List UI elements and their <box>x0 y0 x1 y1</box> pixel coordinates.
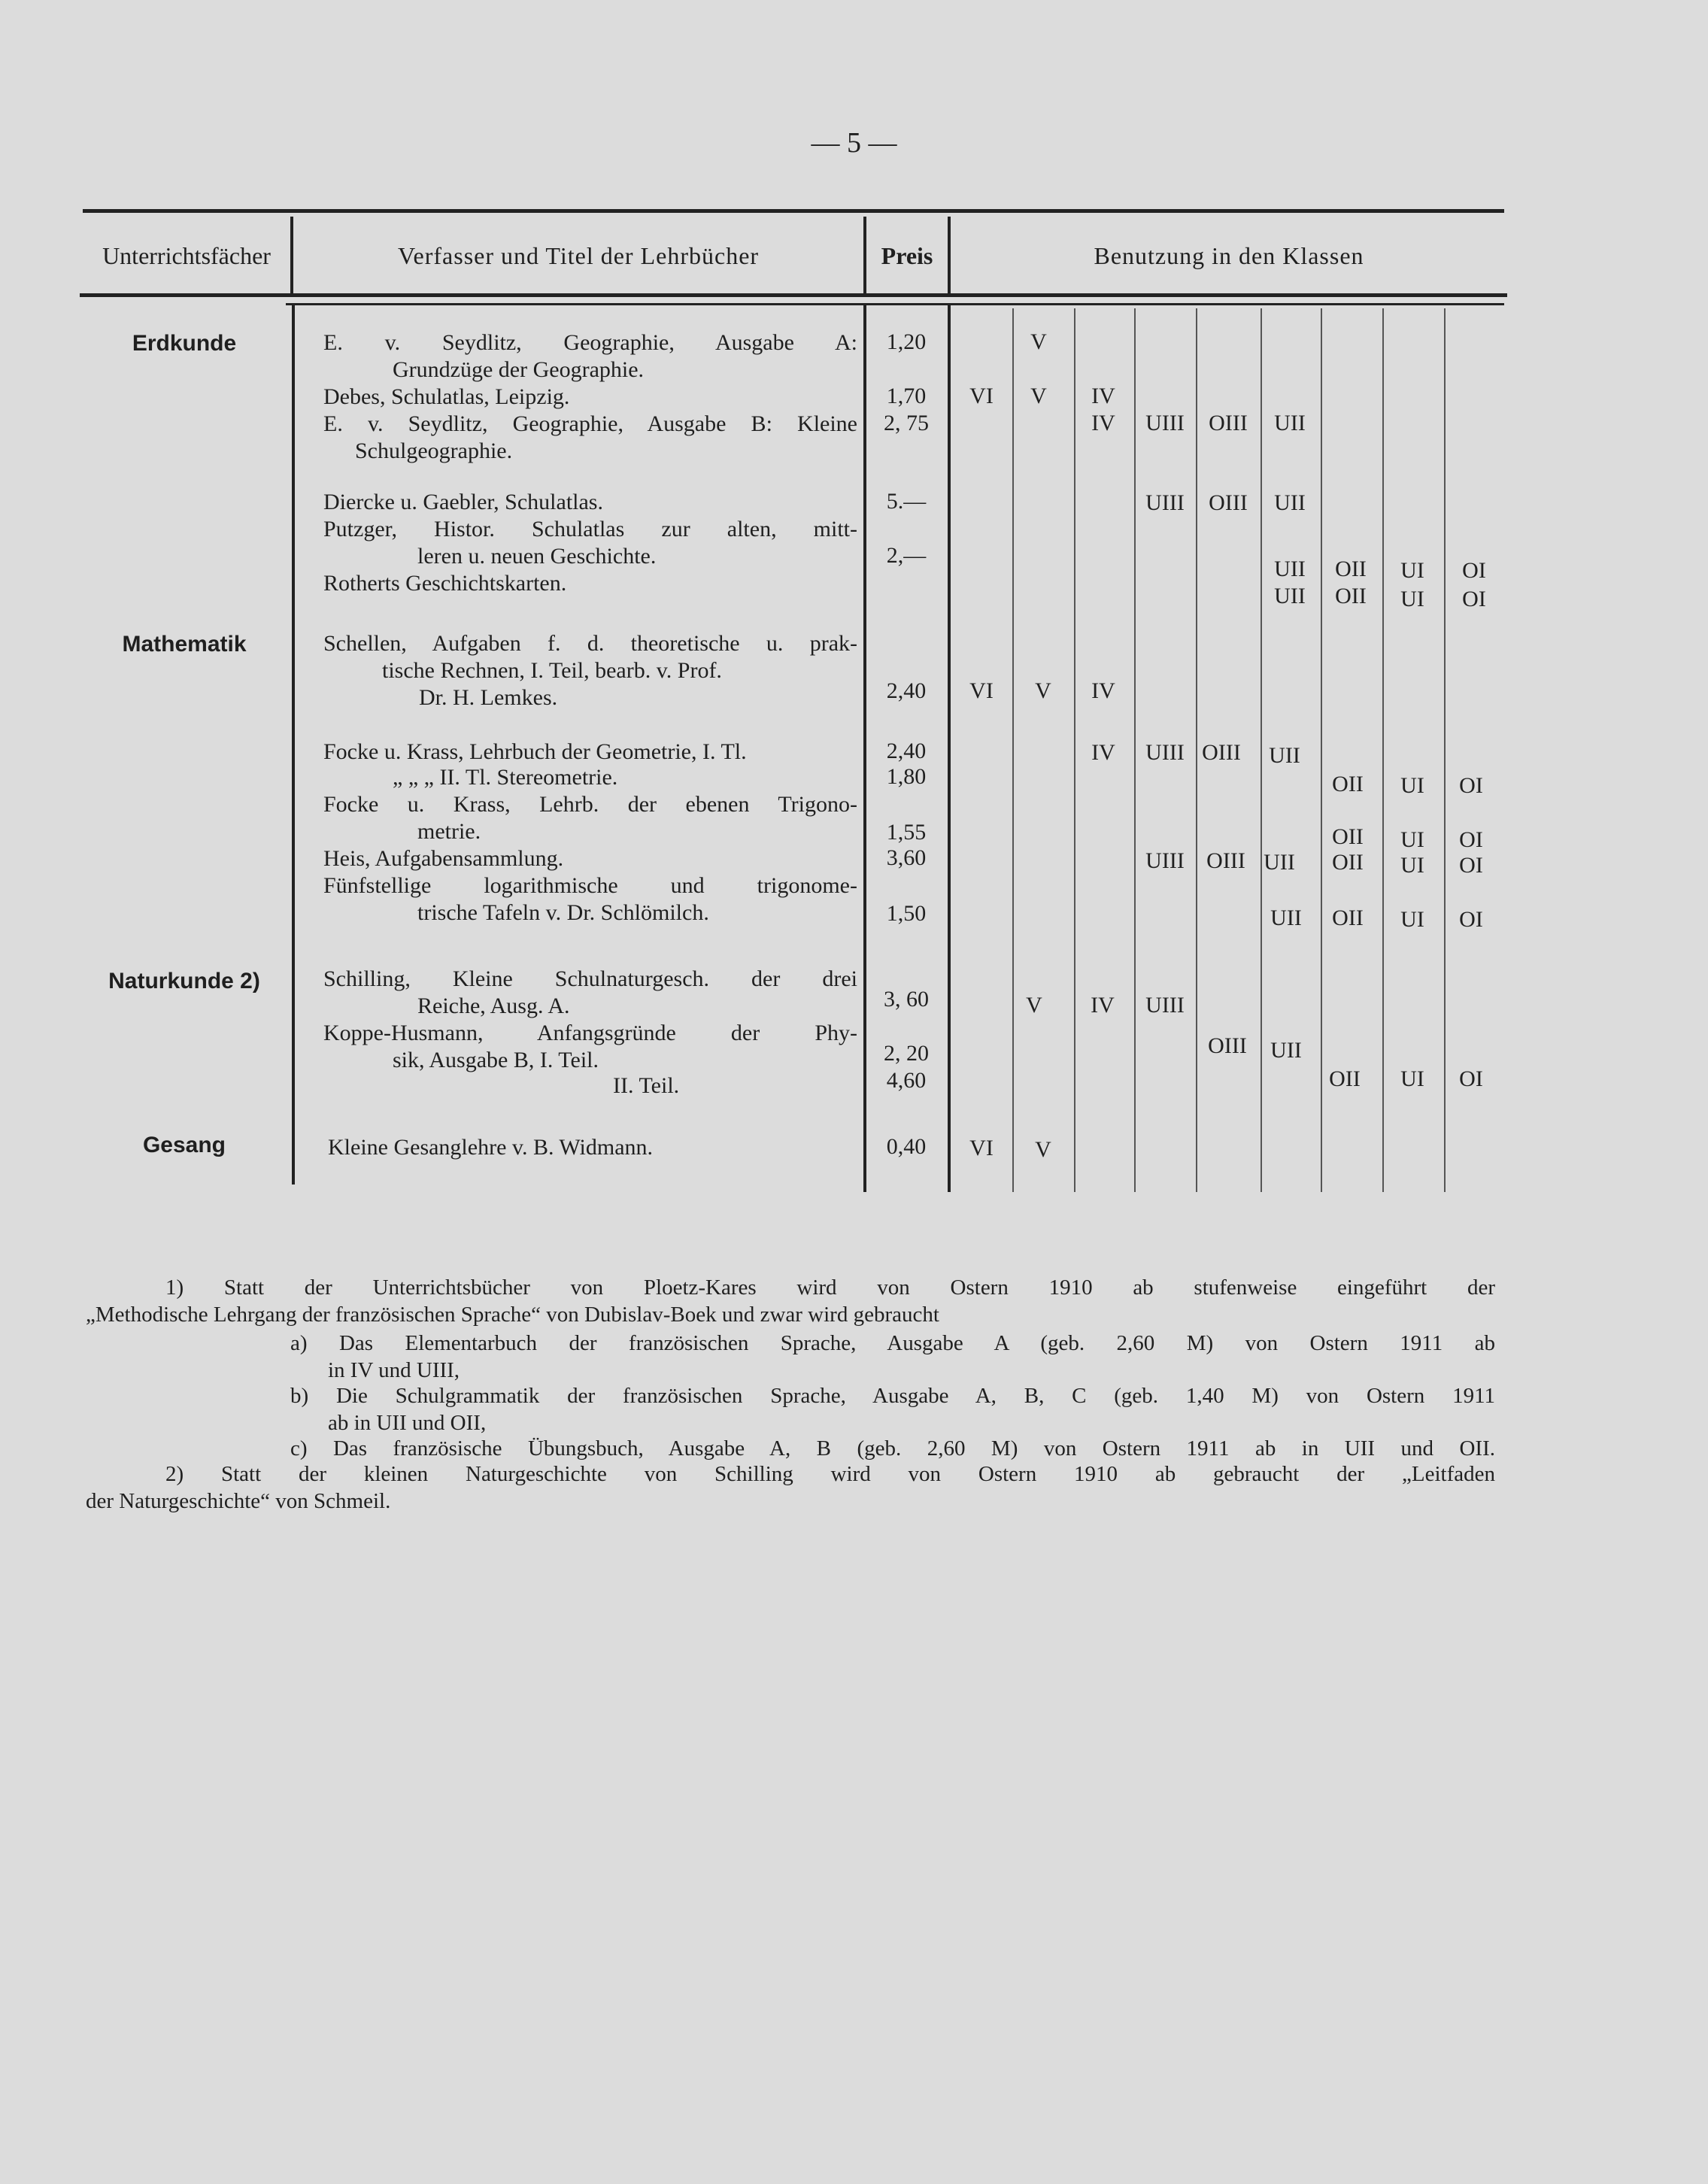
class-cell: OIII <box>1209 490 1248 515</box>
class-cell: UI <box>1400 587 1424 611</box>
textbook-line: Debes, Schulatlas, Leipzig. <box>323 384 570 409</box>
class-cell: UIII <box>1145 848 1185 873</box>
footnote-1-cont: „Methodische Lehrgang der französischen Sprache“ von Dubislav-Boek und zwar wird gebraucht <box>86 1303 939 1327</box>
class-cell: OI <box>1459 773 1483 798</box>
textbook-line: leren u. neuen Geschichte. <box>417 544 657 569</box>
class-cell: OII <box>1332 772 1364 796</box>
textbook-line: Dr. H. Lemkes. <box>419 685 558 710</box>
class-cell: OII <box>1335 584 1367 608</box>
class-cell: VI <box>969 678 994 703</box>
class-cell: UII <box>1269 743 1300 768</box>
class-cell: OIII <box>1208 1033 1247 1058</box>
textbook-line: Putzger, Histor. Schulatlas zur alten, mitt- <box>323 517 857 541</box>
header-divider <box>290 217 293 295</box>
class-cell: UI <box>1400 773 1424 798</box>
textbook-line: metrie. <box>417 819 481 844</box>
textbook-line: Fünfstellige logarithmische und trigonome- <box>323 873 857 898</box>
header-bottom-rule <box>80 293 1507 297</box>
subject-gesang: Gesang <box>142 1133 226 1157</box>
textbook-line: Schulgeographie. <box>355 438 513 463</box>
textbook-line: Focke u. Krass, Lehrb. der ebenen Trigono- <box>323 792 857 817</box>
class-cell: V <box>1030 329 1047 354</box>
class-cell: OI <box>1462 587 1486 611</box>
class-cell: V <box>1026 993 1042 1018</box>
class-cell: V <box>1030 384 1047 408</box>
class-cell: IV <box>1091 740 1115 765</box>
column-divider <box>948 305 951 1192</box>
price-cell: 3,60 <box>886 845 927 870</box>
textbook-line: Schellen, Aufgaben f. d. theoretische u. prak- <box>323 631 857 656</box>
price-cell: 5.— <box>886 489 927 514</box>
class-cell: OI <box>1459 827 1483 852</box>
price-cell: 2, 75 <box>884 411 929 435</box>
subject-mathematik: Mathematik <box>122 632 247 657</box>
price-cell: 1,50 <box>886 901 927 926</box>
class-cell: UIII <box>1145 490 1185 515</box>
class-cell: OI <box>1462 558 1486 583</box>
class-cell: UII <box>1270 1038 1302 1063</box>
textbook-line: Schilling, Kleine Schulnaturgesch. der drei <box>323 966 857 991</box>
class-cell: OII <box>1332 905 1364 930</box>
class-cell: UII <box>1264 850 1295 875</box>
table-top-rule <box>83 209 1504 213</box>
class-cell: UII <box>1274 557 1306 581</box>
class-column-divider <box>1444 308 1446 1192</box>
footnote-1: 1) Statt der Unterrichtsbücher von Ploetz-Kares wird von Ostern 1910 ab stufenweise eingeführt der <box>165 1276 1495 1300</box>
price-cell: 0,40 <box>886 1134 927 1159</box>
class-cell: OII <box>1332 824 1364 849</box>
textbook-line: E. v. Seydlitz, Geographie, Ausgabe B: Kleine <box>323 411 857 436</box>
subject-erdkunde: Erdkunde <box>132 331 237 356</box>
header-titles: Verfasser und Titel der Lehrbücher <box>397 242 760 269</box>
class-cell: OI <box>1459 853 1483 878</box>
class-cell: OII <box>1332 850 1364 875</box>
textbook-line: Diercke u. Gaebler, Schulatlas. <box>323 490 603 514</box>
class-cell: V <box>1035 678 1051 703</box>
class-cell: UIII <box>1145 993 1185 1018</box>
class-cell: IV <box>1091 384 1115 408</box>
class-cell: UII <box>1274 584 1306 608</box>
page-number: — 5 — <box>811 127 897 159</box>
class-cell: UI <box>1400 827 1424 852</box>
class-cell: UI <box>1400 853 1424 878</box>
class-cell: UI <box>1400 558 1424 583</box>
price-cell: 4,60 <box>886 1068 927 1093</box>
class-cell: UII <box>1270 905 1302 930</box>
price-cell: 1,20 <box>886 329 927 354</box>
subject-naturkunde: Naturkunde 2) <box>108 969 260 993</box>
price-cell: 3, 60 <box>884 987 929 1012</box>
price-cell: 1,55 <box>886 820 927 845</box>
class-cell: IV <box>1091 411 1115 435</box>
textbook-line: Kleine Gesanglehre v. B. Widmann. <box>328 1135 654 1160</box>
header-classes: Benutzung in den Klassen <box>1094 242 1364 269</box>
class-cell: OI <box>1459 907 1483 932</box>
class-cell: OII <box>1335 557 1367 581</box>
class-cell: UI <box>1400 907 1424 932</box>
class-cell: V <box>1035 1137 1051 1162</box>
class-cell: UI <box>1400 1066 1424 1091</box>
footnote-2: 2) Statt der kleinen Naturgeschichte von Schilling wird von Ostern 1910 ab gebraucht der „Leitfaden <box>165 1462 1495 1486</box>
textbook-line: Rotherts Geschichtskarten. <box>323 571 567 596</box>
class-cell: OIII <box>1206 848 1245 873</box>
class-cell: UIII <box>1145 740 1185 765</box>
textbook-line: Focke u. Krass, Lehrbuch der Geometrie, I. Tl. <box>323 739 747 764</box>
textbook-line: trische Tafeln v. Dr. Schlömilch. <box>417 900 709 925</box>
header-price: Preis <box>881 242 933 269</box>
price-cell: 2, 20 <box>884 1041 929 1066</box>
header-bottom-rule-2 <box>286 303 1504 305</box>
textbook-line: tische Rechnen, I. Teil, bearb. v. Prof. <box>382 658 722 683</box>
class-cell: VI <box>969 384 994 408</box>
class-cell: VI <box>969 1136 994 1160</box>
class-cell: OIII <box>1209 411 1248 435</box>
price-cell: 1,70 <box>886 384 927 408</box>
textbook-line: „ „ „ II. Tl. Stereometrie. <box>393 765 618 790</box>
class-cell: UIII <box>1145 411 1185 435</box>
textbook-line: II. Teil. <box>613 1073 680 1098</box>
footnote-a: a) Das Elementarbuch der französischen Sprache, Ausgabe A (geb. 2,60 M) von Ostern 1911 ab <box>290 1331 1495 1355</box>
footnote-a-cont: in IV und UIII, <box>328 1358 460 1382</box>
class-cell: OIII <box>1202 740 1241 765</box>
class-column-divider <box>1321 308 1322 1192</box>
column-divider <box>292 305 295 1185</box>
class-cell: OI <box>1459 1066 1483 1091</box>
textbook-line: sik, Ausgabe B, I. Teil. <box>393 1048 599 1072</box>
footnote-c: c) Das französische Übungsbuch, Ausgabe A, B (geb. 2,60 M) von Ostern 1911 ab in UII und OII. <box>290 1436 1495 1461</box>
price-cell: 2,40 <box>886 678 927 703</box>
class-cell: IV <box>1091 993 1115 1018</box>
textbook-line: Reiche, Ausg. A. <box>417 993 570 1018</box>
price-cell: 2,— <box>886 543 927 568</box>
textbook-line: E. v. Seydlitz, Geographie, Ausgabe A: <box>323 330 857 355</box>
textbook-line: Heis, Aufgabensammlung. <box>323 846 564 871</box>
class-cell: UII <box>1274 411 1306 435</box>
footnote-b-cont: ab in UII und OII, <box>328 1411 487 1435</box>
textbook-line: Koppe-Husmann, Anfangsgründe der Phy- <box>323 1021 857 1045</box>
price-cell: 2,40 <box>886 739 927 763</box>
header-subjects: Unterrichtsfächer <box>102 242 271 269</box>
footnote-2-cont: der Naturgeschichte“ von Schmeil. <box>86 1489 391 1513</box>
class-column-divider <box>1382 308 1384 1192</box>
class-cell: OII <box>1329 1066 1361 1091</box>
class-cell: UII <box>1274 490 1306 515</box>
price-cell: 1,80 <box>886 764 927 789</box>
class-column-divider <box>1012 308 1014 1192</box>
class-cell: IV <box>1091 678 1115 703</box>
footnote-b: b) Die Schulgrammatik der französischen Sprache, Ausgabe A, B, C (geb. 1,40 M) von Ostern 1911 <box>290 1384 1495 1408</box>
textbook-line: Grundzüge der Geographie. <box>393 357 645 382</box>
